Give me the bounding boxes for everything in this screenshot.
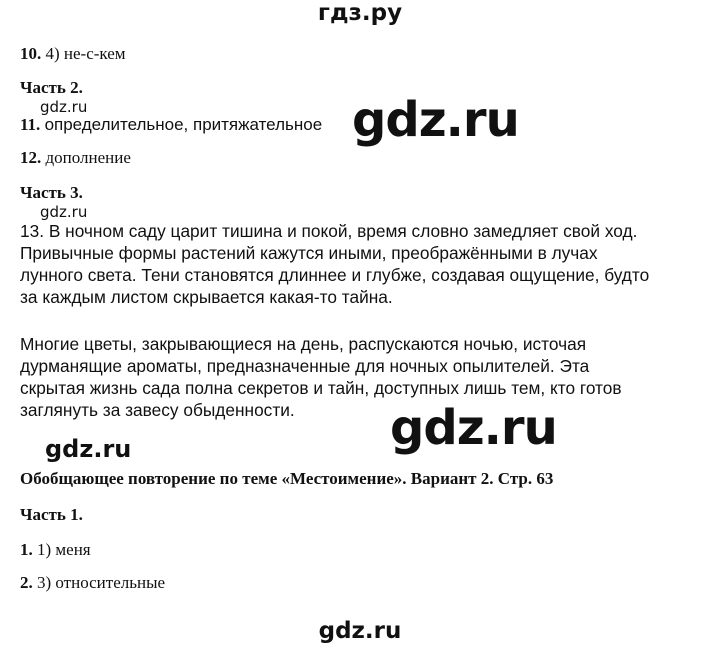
answer-10-text: 4) не-с-кем — [45, 44, 126, 63]
watermark-mid-left: gdz.ru — [45, 435, 132, 463]
answer-13-paragraph-1 — [20, 220, 690, 308]
answer-1 — [20, 540, 91, 560]
answer-12-text: дополнение — [45, 148, 131, 167]
paragraph-line: дурманящие ароматы, предназначенные для ночных опылителей. Эта — [20, 356, 590, 376]
answer-2-text: 3) относительные — [37, 573, 166, 592]
answer-1-text: 1) меня — [37, 540, 91, 559]
watermark-small-1: gdz.ru — [40, 98, 88, 116]
answer-2 — [20, 573, 165, 593]
part-3-heading — [20, 183, 83, 203]
paragraph-line: лунного света. Тени становятся длиннее и глубже, создавая ощущение, будто — [20, 265, 650, 285]
paragraph-line: за каждым листом скрывается какая-то тайна. — [20, 287, 393, 307]
part-1-label: Часть 1. — [20, 505, 83, 524]
watermark-big-mid: gdz.ru — [390, 400, 557, 456]
answer-12 — [20, 148, 131, 168]
answer-11 — [20, 115, 322, 135]
answer-10-number: 10. — [20, 44, 42, 63]
answer-1-number: 1. — [20, 540, 33, 559]
answer-11-text: определительное, притяжательное — [44, 115, 323, 134]
paragraph-line: скрытая жизнь сада полна секретов и тайн, доступных лишь тем, кто готов — [20, 378, 622, 398]
section-title — [20, 469, 553, 489]
site-header: гдз.ру — [317, 0, 403, 26]
paragraph-line: Привычные формы растений кажутся иными, преображёнными в лучах — [20, 243, 598, 263]
paragraph-line: 13. В ночном саду царит тишина и покой, время словно замедляет свой ход. — [20, 221, 638, 241]
answer-2-number: 2. — [20, 573, 33, 592]
answer-10 — [20, 44, 126, 64]
watermark-big-top: gdz.ru — [352, 92, 519, 148]
section-title-text: Обобщающее повторение по теме «Местоимение». Вариант 2. Стр. 63 — [20, 469, 554, 488]
watermark-bottom: gdz.ru — [318, 618, 402, 644]
part-3-label: Часть 3. — [20, 183, 83, 202]
part-2-label: Часть 2. — [20, 78, 83, 97]
answer-12-number: 12. — [20, 148, 42, 167]
answer-13-paragraph-2 — [20, 333, 690, 421]
paragraph-line: заглянуть за завесу обыденности. — [20, 400, 295, 420]
part-1-heading — [20, 505, 83, 525]
answer-11-number: 11. — [20, 115, 41, 134]
paragraph-line: Многие цветы, закрывающиеся на день, распускаются ночью, источая — [20, 334, 587, 354]
part-2-heading — [20, 78, 83, 98]
watermark-small-2: gdz.ru — [40, 203, 88, 221]
